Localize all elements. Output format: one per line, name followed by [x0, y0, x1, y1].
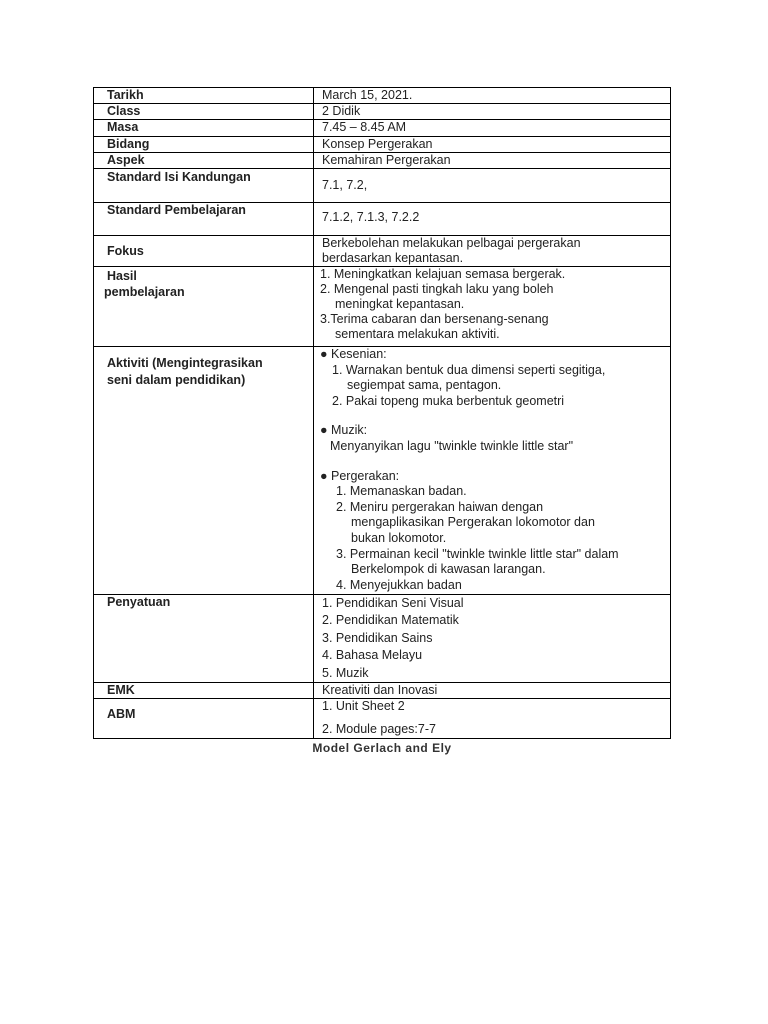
row-label: Aspek — [94, 153, 314, 169]
row-value — [314, 347, 671, 595]
row-label — [94, 347, 314, 595]
row-label: Standard Isi Kandungan — [94, 169, 314, 203]
row-value: 7.45 – 8.45 AM — [314, 120, 671, 137]
list-item: 1. Meningkatkan kelajuan semasa bergerak. — [320, 267, 566, 281]
row-label: Class — [94, 104, 314, 120]
list-item: 2. Pakai topeng muka berbentuk geometri — [332, 393, 565, 408]
list-item: segiempat sama, pentagon. — [347, 378, 502, 393]
section-heading: ● Pergerakan: — [320, 468, 400, 483]
list-item: 1. Warnakan bentuk dua dimensi seperti segitiga, — [332, 362, 606, 377]
section-heading: ● Kesenian: — [320, 347, 387, 361]
list-item: 1. Unit Sheet 2 — [322, 699, 405, 714]
row-value: Kemahiran Pergerakan — [314, 153, 671, 169]
table-row — [94, 203, 671, 236]
list-item: 1. Pendidikan Seni Visual — [322, 596, 464, 610]
row-value: 7.1, 7.2, — [314, 169, 671, 203]
lesson-plan-table — [93, 87, 671, 739]
table-row — [94, 104, 671, 120]
label-line: pembelajaran — [104, 285, 185, 299]
table-row — [94, 595, 671, 683]
fokus-line: Berkebolehan melakukan pelbagai pergerakan — [322, 236, 581, 250]
fokus-line: berdasarkan kepantasan. — [322, 251, 464, 265]
list-item: 2. Meniru pergerakan haiwan dengan — [336, 499, 544, 514]
list-item: 1. Memanaskan badan. — [336, 484, 467, 499]
row-value — [314, 236, 671, 267]
list-item: 5. Muzik — [322, 665, 369, 680]
row-value: 2 Didik — [314, 104, 671, 120]
row-label: ABM — [94, 699, 314, 739]
list-item: Berkelompok di kawasan larangan. — [351, 562, 546, 577]
row-label: Bidang — [94, 137, 314, 153]
table-row — [94, 120, 671, 137]
table-row — [94, 88, 671, 104]
row-value: Konsep Pergerakan — [314, 137, 671, 153]
row-label: Penyatuan — [94, 595, 314, 683]
table-row — [94, 169, 671, 203]
row-value — [314, 595, 671, 683]
list-item: 4. Bahasa Melayu — [322, 648, 423, 663]
list-item: 3. Pendidikan Sains — [322, 630, 433, 645]
list-item: 4. Menyejukkan badan — [336, 577, 462, 592]
row-label: EMK — [94, 683, 314, 699]
label-line: seni dalam pendidikan) — [107, 373, 246, 387]
section-heading: ● Muzik: — [320, 423, 368, 438]
table-row — [94, 267, 671, 347]
list-item: mengaplikasikan Pergerakan lokomotor dan — [351, 515, 595, 530]
row-label: Standard Pembelajaran — [94, 203, 314, 236]
label-line: Hasil — [107, 269, 137, 283]
table-row — [94, 153, 671, 169]
row-value: March 15, 2021. — [314, 88, 671, 104]
list-item: 3. Permainan kecil "twinkle twinkle little star" dalam — [336, 546, 619, 561]
row-value: Kreativiti dan Inovasi — [314, 683, 671, 699]
row-value — [314, 267, 671, 347]
label-line: Aktiviti (Mengintegrasikan — [107, 356, 263, 370]
list-item: 2. Pendidikan Matematik — [322, 613, 459, 628]
list-item: 2. Module pages:7-7 — [322, 722, 436, 737]
table-row — [94, 137, 671, 153]
row-label: Fokus — [94, 236, 314, 267]
row-label — [94, 267, 314, 347]
list-item: sementara melakukan aktiviti. — [335, 327, 500, 341]
list-item: meningkat kepantasan. — [335, 297, 465, 311]
table-row — [94, 699, 671, 739]
table-row — [94, 347, 671, 595]
table-row — [94, 236, 671, 267]
list-item: Menyanyikan lagu "twinkle twinkle little star" — [330, 438, 574, 453]
list-item: 2. Mengenal pasti tingkah laku yang boleh — [320, 282, 554, 296]
row-value — [314, 699, 671, 739]
row-value: 7.1.2, 7.1.3, 7.2.2 — [314, 203, 671, 236]
document-caption: Model Gerlach and Ely — [312, 741, 452, 755]
row-label: Tarikh — [94, 88, 314, 104]
list-item: 3.Terima cabaran dan bersenang-senang — [320, 312, 549, 326]
list-item: bukan lokomotor. — [351, 530, 447, 545]
row-label: Masa — [94, 120, 314, 137]
table-row — [94, 683, 671, 699]
